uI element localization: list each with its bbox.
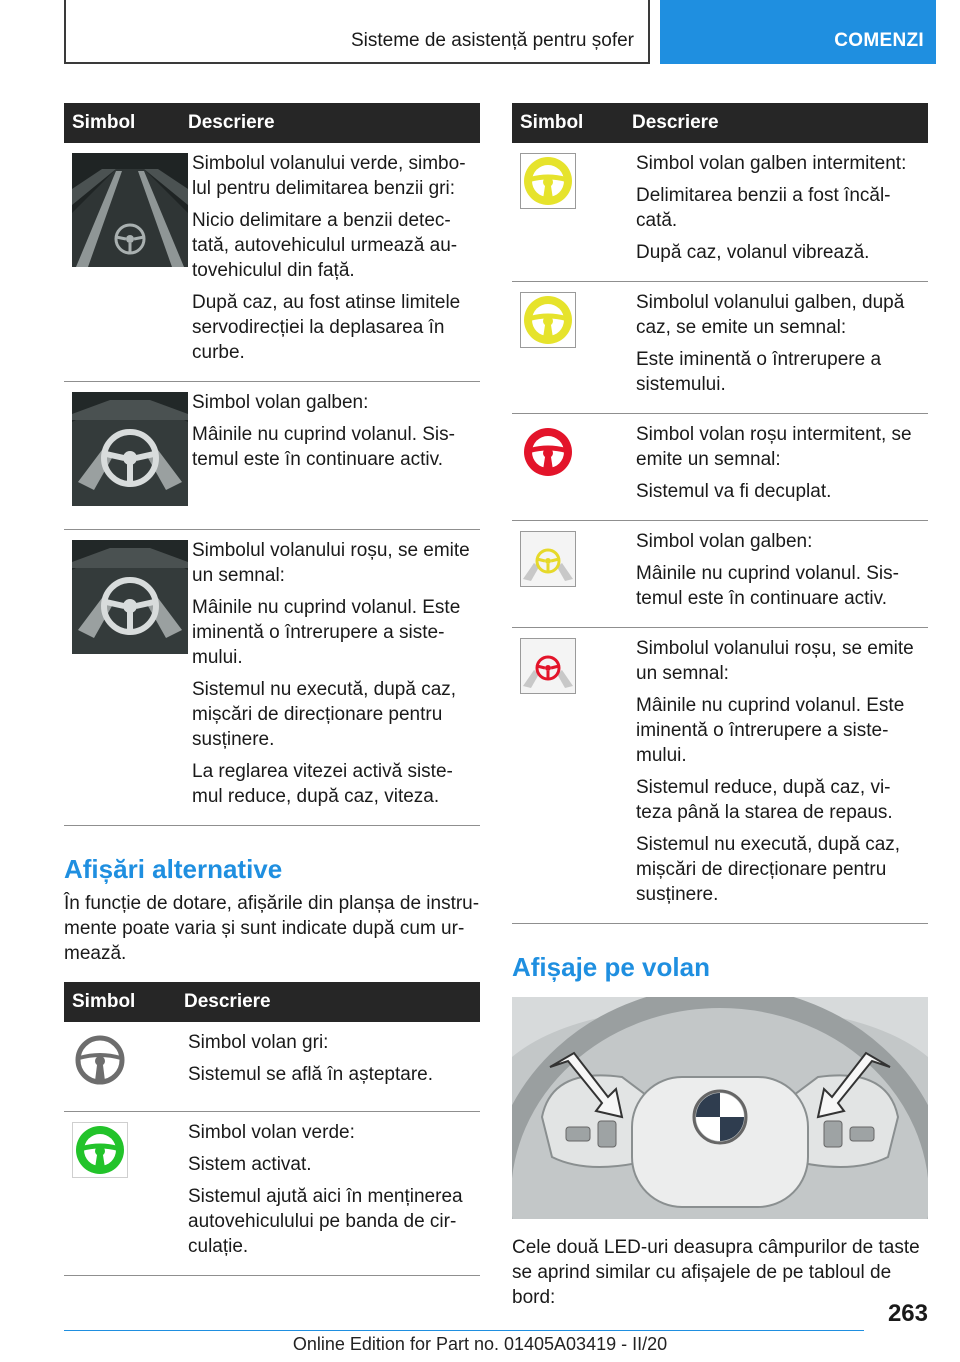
description-text: Sistemul nu execută, după caz, mișcări de direcționare pentru susținere.: [192, 679, 457, 750]
right-column: [512, 103, 928, 1310]
header-chapter-tab[interactable]: [660, 0, 936, 64]
description-text: Simbol volan roșu intermitent, se emite un semnal:: [636, 424, 912, 470]
symbol-table-right: [512, 103, 928, 924]
description-text: La reglarea vitezei activă siste-mul reduce, după caz, viteza.: [192, 761, 453, 807]
table-row: [512, 282, 928, 414]
column-header-description: Descriere: [184, 982, 480, 1022]
steering-wheel-red-icon: [520, 424, 576, 480]
table-row: [512, 521, 928, 628]
section-title-steering-display: Afișaje pe volan: [512, 952, 710, 982]
description-text: Sistemul ajută aici în menținerea autovehiculului pe banda de cir-culație.: [188, 1186, 463, 1257]
description-text: Delimitarea benzii a fost încăl-cată.: [636, 185, 891, 231]
description-text: Simbol volan galben:: [192, 392, 369, 413]
description-text: Simbolul volanului galben, după caz, se emite un semnal:: [636, 292, 905, 338]
description-text: Sistemul nu execută, după caz, mișcări de direcționare pentru susținere.: [636, 834, 901, 905]
description-text: Nicio delimitare a benzii detec-tată, autovehiculul urmează au-tovehiculul din față.: [192, 210, 458, 281]
footer-divider: [64, 1330, 864, 1331]
hands-off-yellow-steering-icon: [72, 392, 188, 506]
column-header-symbol: Simbol: [64, 103, 188, 143]
section-title-alternative: Afișări alternative: [64, 854, 283, 884]
description-text: Sistemul va fi decuplat.: [636, 481, 832, 502]
description-text: Simbol volan gri:: [188, 1032, 329, 1053]
table-row: [64, 382, 480, 530]
description-text: După caz, au fost atinse limitele servodirecției la deplasarea în curbe.: [192, 292, 461, 363]
description-text: Este iminentă o întrerupere a sistemului.: [636, 349, 882, 395]
description-text: Simbol volan verde:: [188, 1122, 355, 1143]
description-text: Sistem activat.: [188, 1154, 312, 1175]
steering-wheel-led-photo: [512, 997, 928, 1219]
table-row: [512, 414, 928, 521]
footer-edition-text: Online Edition for Part no. 01405A03419 - II/20: [292, 1334, 668, 1354]
description-text: Mâinile nu cuprind volanul. Este iminentă o întrerupere a siste-mului.: [636, 695, 905, 766]
steering-wheel-green-icon: [72, 1122, 128, 1178]
header-section-box: [64, 0, 650, 64]
description-text: Sistemul se află în așteptare.: [188, 1064, 434, 1085]
lane-boundary-green-steering-icon: [72, 153, 188, 267]
table-row: [512, 143, 928, 282]
header-chapter-label: COMENZI: [834, 30, 924, 51]
description-text: Mâinile nu cuprind volanul. Sis-temul este în continuare activ.: [192, 424, 455, 470]
description-text: Simbolul volanului roșu, se emite un semnal:: [192, 540, 470, 586]
left-column: [64, 103, 480, 1276]
steering-wheel-yellow-blinking-icon: [520, 153, 576, 209]
table-row: [64, 1022, 480, 1112]
steering-wheel-gray-icon: [72, 1032, 128, 1088]
steering-display-caption: Cele două LED-uri deasupra câmpurilor de taste se aprind similar cu afișajele de pe tabloul de bord:: [512, 1237, 920, 1308]
description-text: Simbolul volanului verde, simbo-lul pentru delimitarea benzii gri:: [192, 153, 466, 199]
description-text: Simbol volan galben intermitent:: [636, 153, 907, 174]
steering-wheel-yellow-icon: [520, 292, 576, 348]
page-number: 263: [887, 1300, 928, 1327]
table-row: [64, 143, 480, 382]
symbol-table-left: [64, 103, 480, 826]
column-header-symbol: Simbol: [64, 982, 184, 1022]
symbol-table-alternative: [64, 982, 480, 1276]
table-row: [64, 530, 480, 826]
column-header-description: Descriere: [632, 103, 928, 143]
description-text: Simbol volan galben:: [636, 531, 813, 552]
hands-yellow-steering-icon: [520, 531, 576, 587]
description-text: Mâinile nu cuprind volanul. Sis-temul este în continuare activ.: [636, 563, 899, 609]
description-text: Sistemul reduce, după caz, vi-teza până la starea de repaus.: [636, 777, 893, 823]
column-header-symbol: Simbol: [512, 103, 632, 143]
description-text: Simbolul volanului roșu, se emite un semnal:: [636, 638, 914, 684]
description-text: După caz, volanul vibrează.: [636, 242, 870, 263]
table-row: [512, 628, 928, 924]
section-intro-text: În funcție de dotare, afișările din planșa de instru-mente poate varia și sunt indicate după cum ur-mează.: [64, 893, 480, 964]
column-header-description: Descriere: [188, 103, 480, 143]
header-section-title: Sisteme de asistență pentru șofer: [350, 30, 634, 51]
hands-off-red-steering-icon: [72, 540, 188, 654]
description-text: Mâinile nu cuprind volanul. Este iminentă o întrerupere a siste-mului.: [192, 597, 461, 668]
hands-red-steering-icon: [520, 638, 576, 694]
table-row: [64, 1112, 480, 1276]
